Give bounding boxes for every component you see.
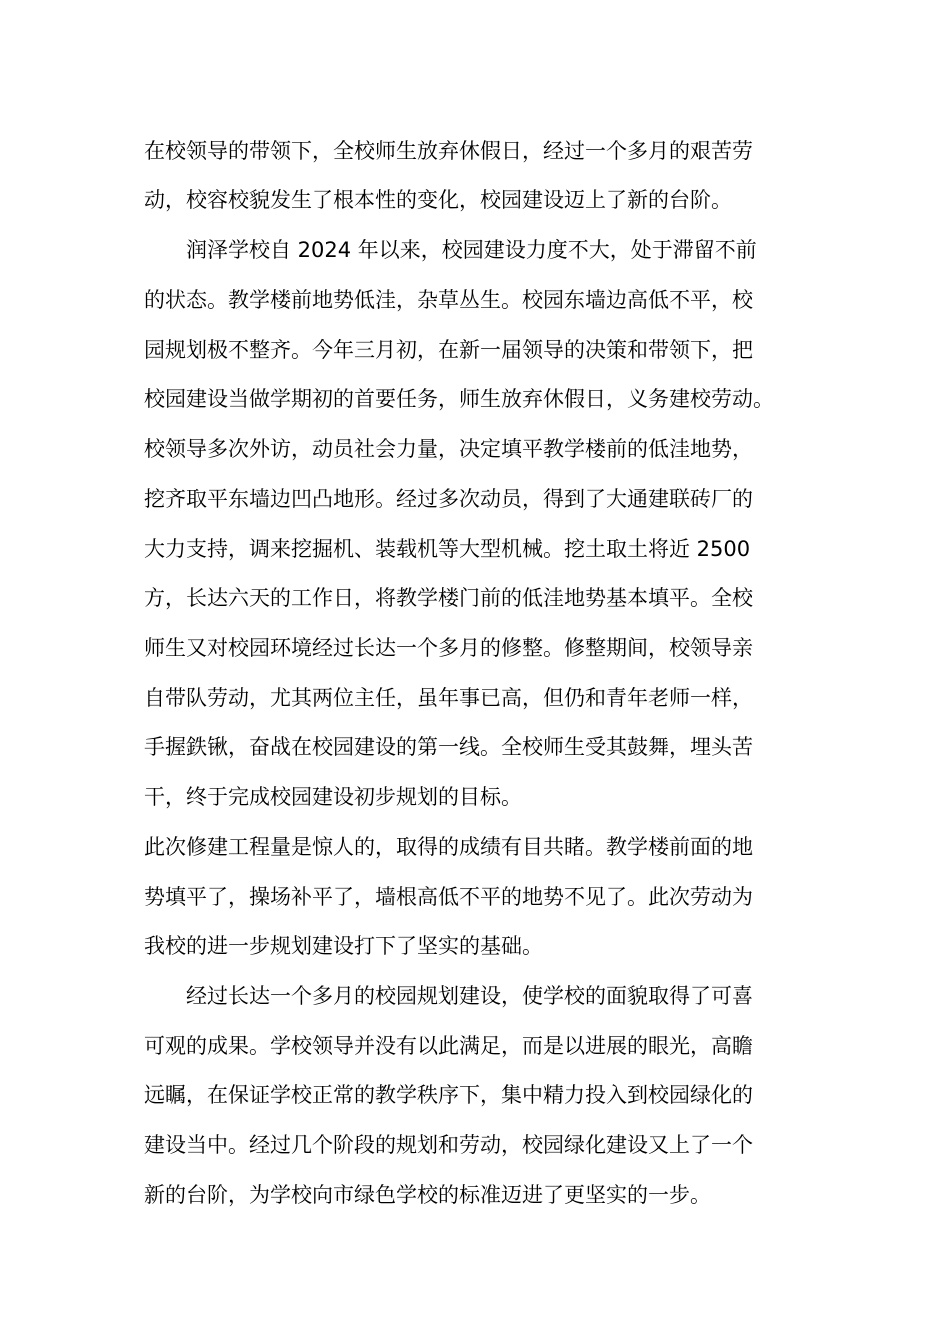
text-line: 势填平了，操场补平了，墙根高低不平的地势不见了。此次劳动为 [144,885,753,909]
text-line: 校领导多次外访，动员社会力量，决定填平教学楼前的低洼地势， [144,437,753,461]
text-line: 动，校容校貌发生了根本性的变化，校园建设迈上了新的台阶。 [144,188,732,212]
text-line: 挖齐取平东墙边凹凸地形。经过多次动员，得到了大通建联砖厂的 [144,487,753,511]
text-line: 师生又对校园环境经过长达一个多月的修整。修整期间，校领导亲 [144,636,753,660]
text-line: 园规划极不整齐。今年三月初，在新一届领导的决策和带领下，把 [144,338,753,362]
text-line: 此次修建工程量是惊人的，取得的成绩有目共睹。教学楼前面的地 [144,835,753,859]
text-line: 润泽学校自 2024 年以来，校园建设力度不大，处于滞留不前 [186,238,757,262]
text-line: 新的台阶，为学校向市绿色学校的标准迈进了更坚实的一步。 [144,1183,711,1207]
text-line: 校园建设当做学期初的首要任务，师生放弃休假日，义务建校劳动。 [144,387,774,411]
text-line: 在校领导的带领下，全校师生放弃休假日，经过一个多月的艰苦劳 [144,139,753,163]
text-line: 干，终于完成校园建设初步规划的目标。 [144,785,522,809]
text-line: 手握鉄锹，奋战在校园建设的第一线。全校师生受其鼓舞，埋头苦 [144,735,753,759]
text-line: 远瞩，在保证学校正常的教学秩序下，集中精力投入到校园绿化的 [144,1083,753,1107]
text-line: 可观的成果。学校领导并没有以此满足，而是以进展的眼光，高瞻 [144,1034,753,1058]
text-line: 建设当中。经过几个阶段的规划和劳动，校园绿化建设又上了一个 [144,1133,753,1157]
text-line: 的状态。教学楼前地势低洼，杂草丛生。校园东墙边高低不平，校 [144,288,753,312]
text-line: 方，长达六天的工作日，将教学楼门前的低洼地势基本填平。全校 [144,586,753,610]
text-line: 大力支持，调来挖掘机、装载机等大型机械。挖土取土将近 2500 [144,537,751,561]
text-line: 我校的进一步规划建设打下了坚实的基础。 [144,934,543,958]
text-line: 自带队劳动，尤其两位主任，虽年事已高，但仍和青年老师一样， [144,686,753,710]
text-line: 经过长达一个多月的校园规划建设，使学校的面貌取得了可喜 [186,984,753,1008]
